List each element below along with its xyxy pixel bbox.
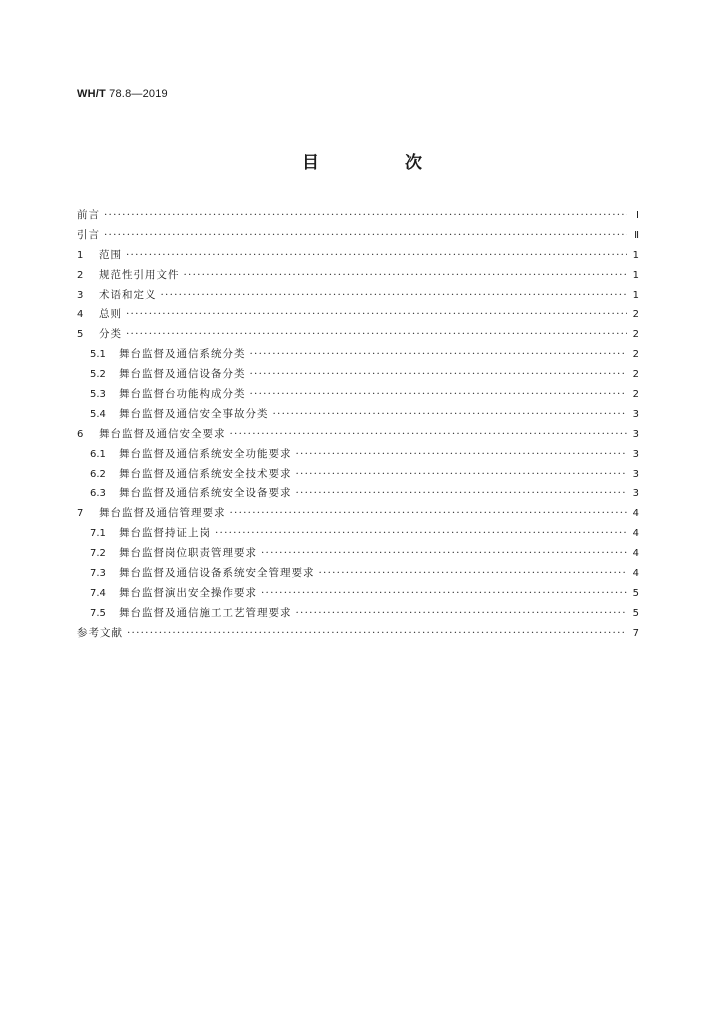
toc-leader-dots xyxy=(230,507,628,519)
toc-entry-number: 6.2 xyxy=(90,468,106,480)
toc-entry[interactable] xyxy=(77,625,639,645)
toc-entry[interactable] xyxy=(77,446,639,466)
toc-leader-dots xyxy=(126,328,627,340)
toc-entry-label: 舞台监督及通信施工工艺管理要求 xyxy=(119,606,292,619)
toc-entry-page: 7 xyxy=(632,627,639,639)
standard-number: 78.8—2019 xyxy=(109,88,168,100)
table-of-contents xyxy=(77,207,639,645)
toc-entry-label: 分类 xyxy=(99,328,122,341)
page-title: 目 次 xyxy=(302,153,462,173)
toc-entry-label: 总则 xyxy=(99,308,122,321)
toc-entry-label: 舞台监督及通信设备系统安全管理要求 xyxy=(119,567,315,580)
toc-entry-label: 舞台监督岗位职责管理要求 xyxy=(119,547,257,560)
toc-entry-page: 2 xyxy=(632,329,639,341)
toc-entry-page: 3 xyxy=(632,488,639,500)
toc-entry[interactable] xyxy=(77,525,639,545)
toc-entry-page: 1 xyxy=(632,269,639,281)
toc-entry-label: 舞台监督及通信系统分类 xyxy=(119,348,246,361)
toc-entry-number: 3 xyxy=(77,289,84,301)
toc-entry-number: 6 xyxy=(77,428,84,440)
standard-code xyxy=(77,88,168,100)
toc-entry-number: 5.4 xyxy=(90,408,106,420)
toc-entry-page: Ⅰ xyxy=(636,210,639,221)
toc-entry-label: 舞台监督及通信系统安全功能要求 xyxy=(119,447,292,460)
toc-entry[interactable] xyxy=(77,227,639,247)
toc-entry-number: 1 xyxy=(77,249,84,261)
toc-leader-dots xyxy=(126,308,627,320)
toc-entry-page: 2 xyxy=(632,349,639,361)
toc-leader-dots xyxy=(296,468,628,480)
toc-entry[interactable] xyxy=(77,306,639,326)
toc-leader-dots xyxy=(273,408,628,420)
toc-entry[interactable] xyxy=(77,545,639,565)
toc-entry-page: 4 xyxy=(632,508,639,520)
toc-entry-label: 引言 xyxy=(77,228,100,241)
toc-leader-dots xyxy=(126,249,627,261)
toc-entry[interactable] xyxy=(77,605,639,625)
toc-entry-number: 6.1 xyxy=(90,448,106,460)
toc-entry-number: 5 xyxy=(77,329,84,341)
toc-entry[interactable] xyxy=(77,485,639,505)
toc-entry-page: Ⅱ xyxy=(634,229,639,241)
toc-entry[interactable] xyxy=(77,426,639,446)
toc-entry-page: 3 xyxy=(632,448,639,460)
toc-entry-number: 5.1 xyxy=(90,349,106,361)
toc-entry-label: 舞台监督及通信管理要求 xyxy=(99,507,226,520)
toc-entry-label: 舞台监督及通信系统安全技术要求 xyxy=(119,467,292,480)
toc-leader-dots xyxy=(230,428,628,440)
toc-entry-number: 6.3 xyxy=(90,488,106,500)
toc-entry-page: 5 xyxy=(632,587,639,599)
toc-entry-number: 7 xyxy=(77,508,84,520)
toc-entry[interactable] xyxy=(77,565,639,585)
toc-entry-number: 5.2 xyxy=(90,369,106,381)
toc-entry-label: 前言 xyxy=(77,209,100,221)
toc-entry[interactable] xyxy=(77,346,639,366)
toc-entry-number: 2 xyxy=(77,269,84,281)
toc-leader-dots xyxy=(296,607,628,619)
toc-entry[interactable] xyxy=(77,505,639,525)
toc-entry-page: 5 xyxy=(632,607,639,619)
toc-leader-dots xyxy=(250,388,628,400)
toc-leader-dots xyxy=(250,368,628,380)
toc-entry-page: 2 xyxy=(632,389,639,401)
toc-entry-number: 5.3 xyxy=(90,389,106,401)
toc-entry[interactable] xyxy=(77,247,639,267)
toc-entry-label: 舞台监督演出安全操作要求 xyxy=(119,586,257,599)
toc-entry-page: 2 xyxy=(632,309,639,321)
toc-entry[interactable] xyxy=(77,406,639,426)
standard-prefix: WH/T xyxy=(77,88,106,100)
toc-leader-dots xyxy=(319,567,628,579)
toc-entry-number: 7.5 xyxy=(90,607,106,619)
toc-leader-dots xyxy=(296,487,628,499)
toc-leader-dots xyxy=(127,627,627,639)
toc-entry-number: 7.1 xyxy=(90,528,106,540)
toc-entry-page: 3 xyxy=(632,408,639,420)
toc-leader-dots xyxy=(296,448,628,460)
toc-entry[interactable] xyxy=(77,585,639,605)
toc-entry-page: 4 xyxy=(632,568,639,580)
toc-leader-dots xyxy=(261,547,627,559)
toc-entry-label: 参考文献 xyxy=(77,626,123,639)
toc-leader-dots xyxy=(161,289,628,301)
toc-entry-number: 4 xyxy=(77,309,84,321)
toc-leader-dots xyxy=(215,527,627,539)
toc-entry-page: 1 xyxy=(632,289,639,301)
toc-entry-page: 1 xyxy=(632,249,639,261)
toc-entry[interactable] xyxy=(77,326,639,346)
toc-entry-number: 7.3 xyxy=(90,568,106,580)
toc-leader-dots xyxy=(104,229,627,241)
toc-entry-number: 7.4 xyxy=(90,587,106,599)
toc-entry[interactable] xyxy=(77,366,639,386)
toc-entry-label: 舞台监督及通信系统安全设备要求 xyxy=(119,487,292,500)
toc-entry-page: 3 xyxy=(632,468,639,480)
toc-entry[interactable] xyxy=(77,267,639,287)
toc-entry-page: 3 xyxy=(632,428,639,440)
toc-entry-label: 舞台监督台功能构成分类 xyxy=(119,388,246,401)
toc-entry[interactable] xyxy=(77,386,639,406)
toc-leader-dots xyxy=(261,587,627,599)
toc-entry-label: 范围 xyxy=(99,248,122,261)
toc-leader-dots xyxy=(184,269,628,281)
toc-entry[interactable] xyxy=(77,287,639,307)
toc-entry-label: 舞台监督持证上岗 xyxy=(119,527,211,540)
toc-leader-dots xyxy=(250,348,628,360)
toc-entry-page: 4 xyxy=(632,528,639,540)
toc-entry-label: 舞台监督及通信安全事故分类 xyxy=(119,407,269,420)
toc-entry-label: 术语和定义 xyxy=(99,288,157,301)
toc-entry-label: 舞台监督及通信设备分类 xyxy=(119,368,246,381)
toc-leader-dots xyxy=(104,209,627,221)
toc-entry[interactable] xyxy=(77,207,639,227)
toc-entry-page: 2 xyxy=(632,369,639,381)
toc-entry-label: 舞台监督及通信安全要求 xyxy=(99,427,226,440)
toc-entry-label: 规范性引用文件 xyxy=(99,268,180,281)
toc-entry-number: 7.2 xyxy=(90,548,106,560)
toc-entry-page: 4 xyxy=(632,548,639,560)
toc-entry[interactable] xyxy=(77,466,639,486)
